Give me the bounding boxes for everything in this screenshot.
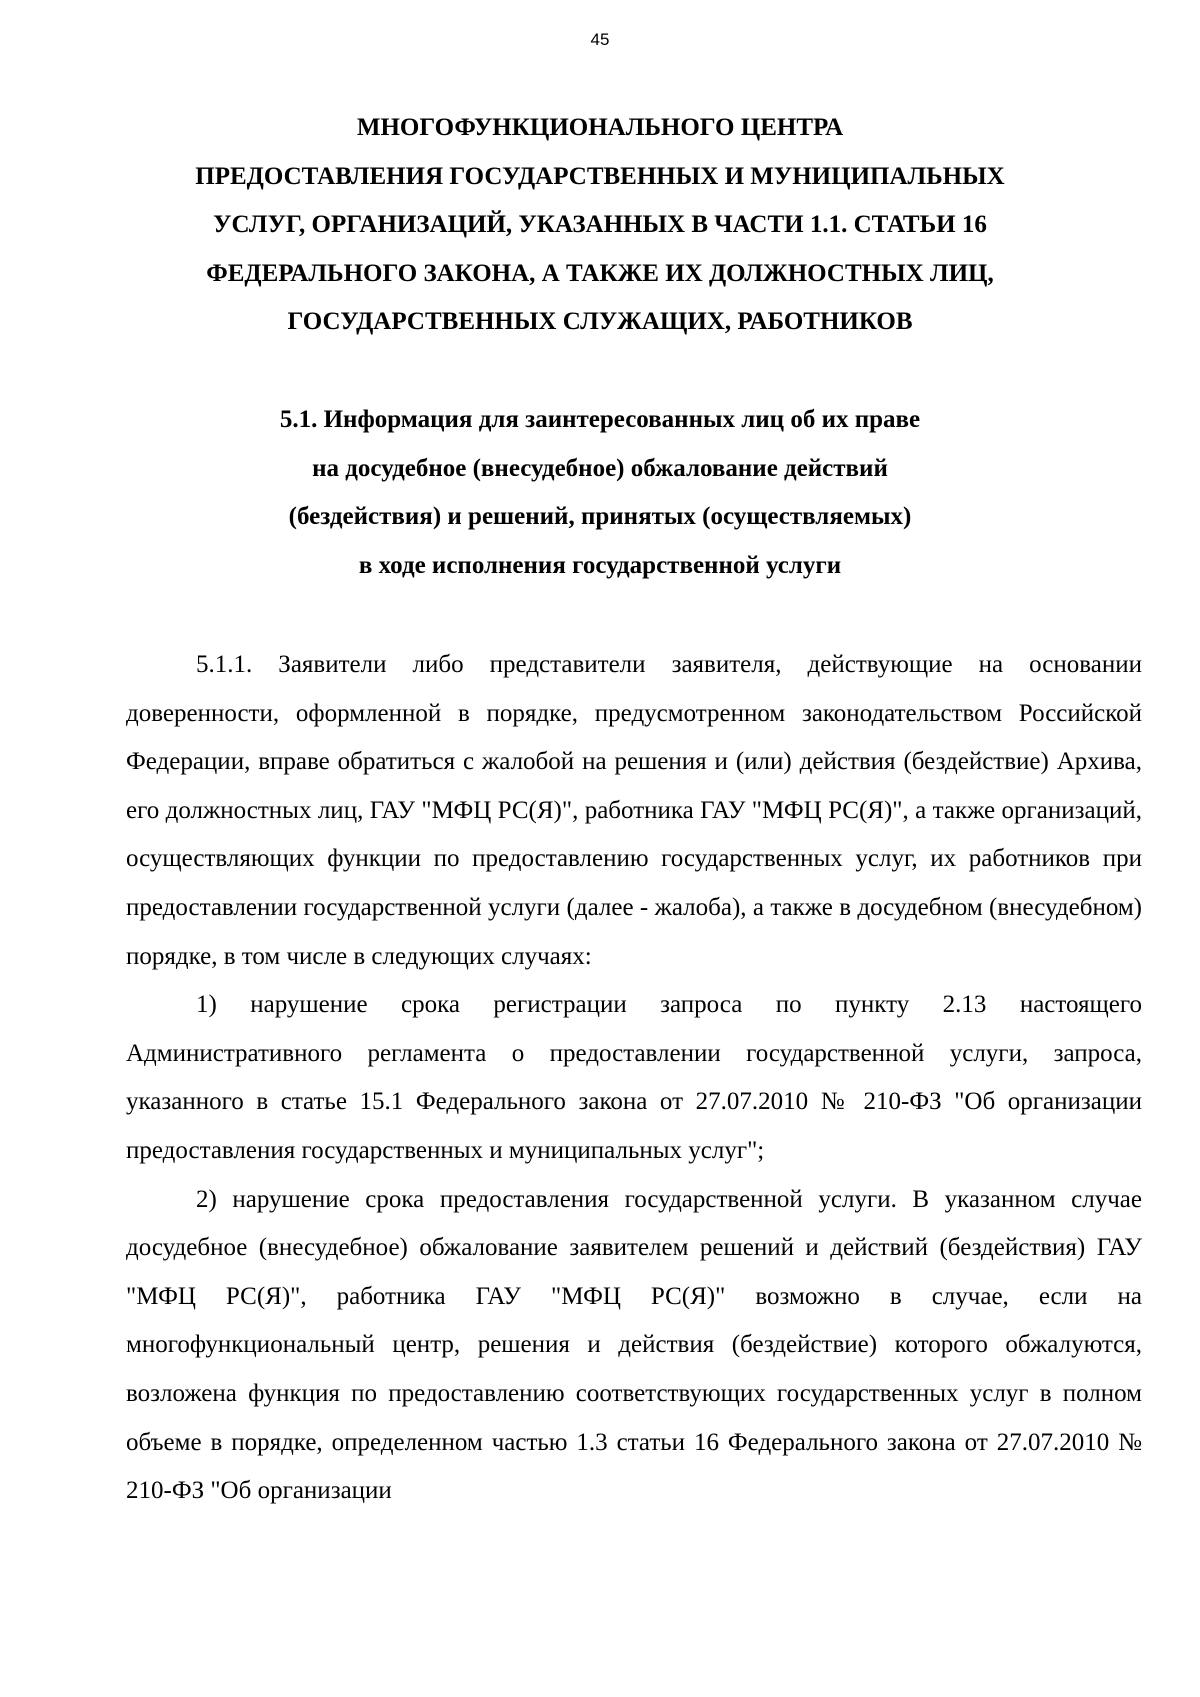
- section-title-line: (бездействия) и решений, принятых (осуществляемых): [288, 503, 912, 530]
- heading-line: ФЕДЕРАЛЬНОГО ЗАКОНА, А ТАКЖЕ ИХ ДОЛЖНОСТНЫХ ЛИЦ,: [206, 259, 994, 287]
- section-title: [130, 396, 1070, 590]
- section-title-line: 5.1. Информация для заинтересованных лиц об их праве: [279, 406, 921, 433]
- section-title-line: в ходе исполнения государственной услуги: [358, 551, 842, 579]
- section-title-line: на досудебное (внесудебное) обжалование действий: [312, 454, 888, 482]
- heading-line: МНОГОФУНКЦИОНАЛЬНОГО ЦЕНТРА: [356, 114, 844, 141]
- paragraph-item-2: 2) нарушение срока предоставления государственной услуги. В указанном случае досудебное (внесудебное) обжалование заявителем решений и действий (бездействия) ГАУ "МФЦ РС(Я)", работника ГАУ "МФЦ РС(Я)" возможно в случае, если на многофункциональный центр, решения и действия (бездействие) которого обжалуются, возложена функция по предоставлению соответствующих государственных услуг в полном объеме в порядке, определенном частью 1.3 статьи 16 Федерального закона от 27.07.2010 № 210-ФЗ "Об организации: [126, 1185, 1142, 1505]
- heading-line: УСЛУГ, ОРГАНИЗАЦИЙ, УКАЗАННЫХ В ЧАСТИ 1.1. СТАТЬИ 16: [213, 211, 987, 238]
- heading-line: ПРЕДОСТАВЛЕНИЯ ГОСУДАРСТВЕННЫХ И МУНИЦИПАЛЬНЫХ: [195, 162, 1005, 190]
- heading-line: ГОСУДАРСТВЕННЫХ СЛУЖАЩИХ, РАБОТНИКОВ: [287, 308, 913, 335]
- body-text: [126, 641, 1142, 1516]
- document-heading: [130, 104, 1070, 347]
- page-number: 45: [590, 30, 610, 49]
- paragraph-item-1: 1) нарушение срока регистрации запроса по пункту 2.13 настоящего Административного регламента о предоставлении государственной услуги, запроса, указанного в статье 15.1 Федерального закона от 27.07.2010 № 210-ФЗ "Об организации предоставления государственных и муниципальных услуг";: [126, 991, 1142, 1164]
- paragraph-5-1-1: 5.1.1. Заявители либо представители заявителя, действующие на основании доверенности, оформленной в порядке, предусмотренном законодательством Российской Федерации, вправе обратиться с жалобой на решения и (или) действия (бездействие) Архива, его должностных лиц, ГАУ "МФЦ РС(Я)", работника ГАУ "МФЦ РС(Я)", а также организаций, осуществляющих функции по предоставлению государственных услуг, их работников при предоставлении государственной услуги (далее - жалоба), а также в досудебном (внесудебном) порядке, в том числе в следующих случаях:: [126, 651, 1142, 970]
